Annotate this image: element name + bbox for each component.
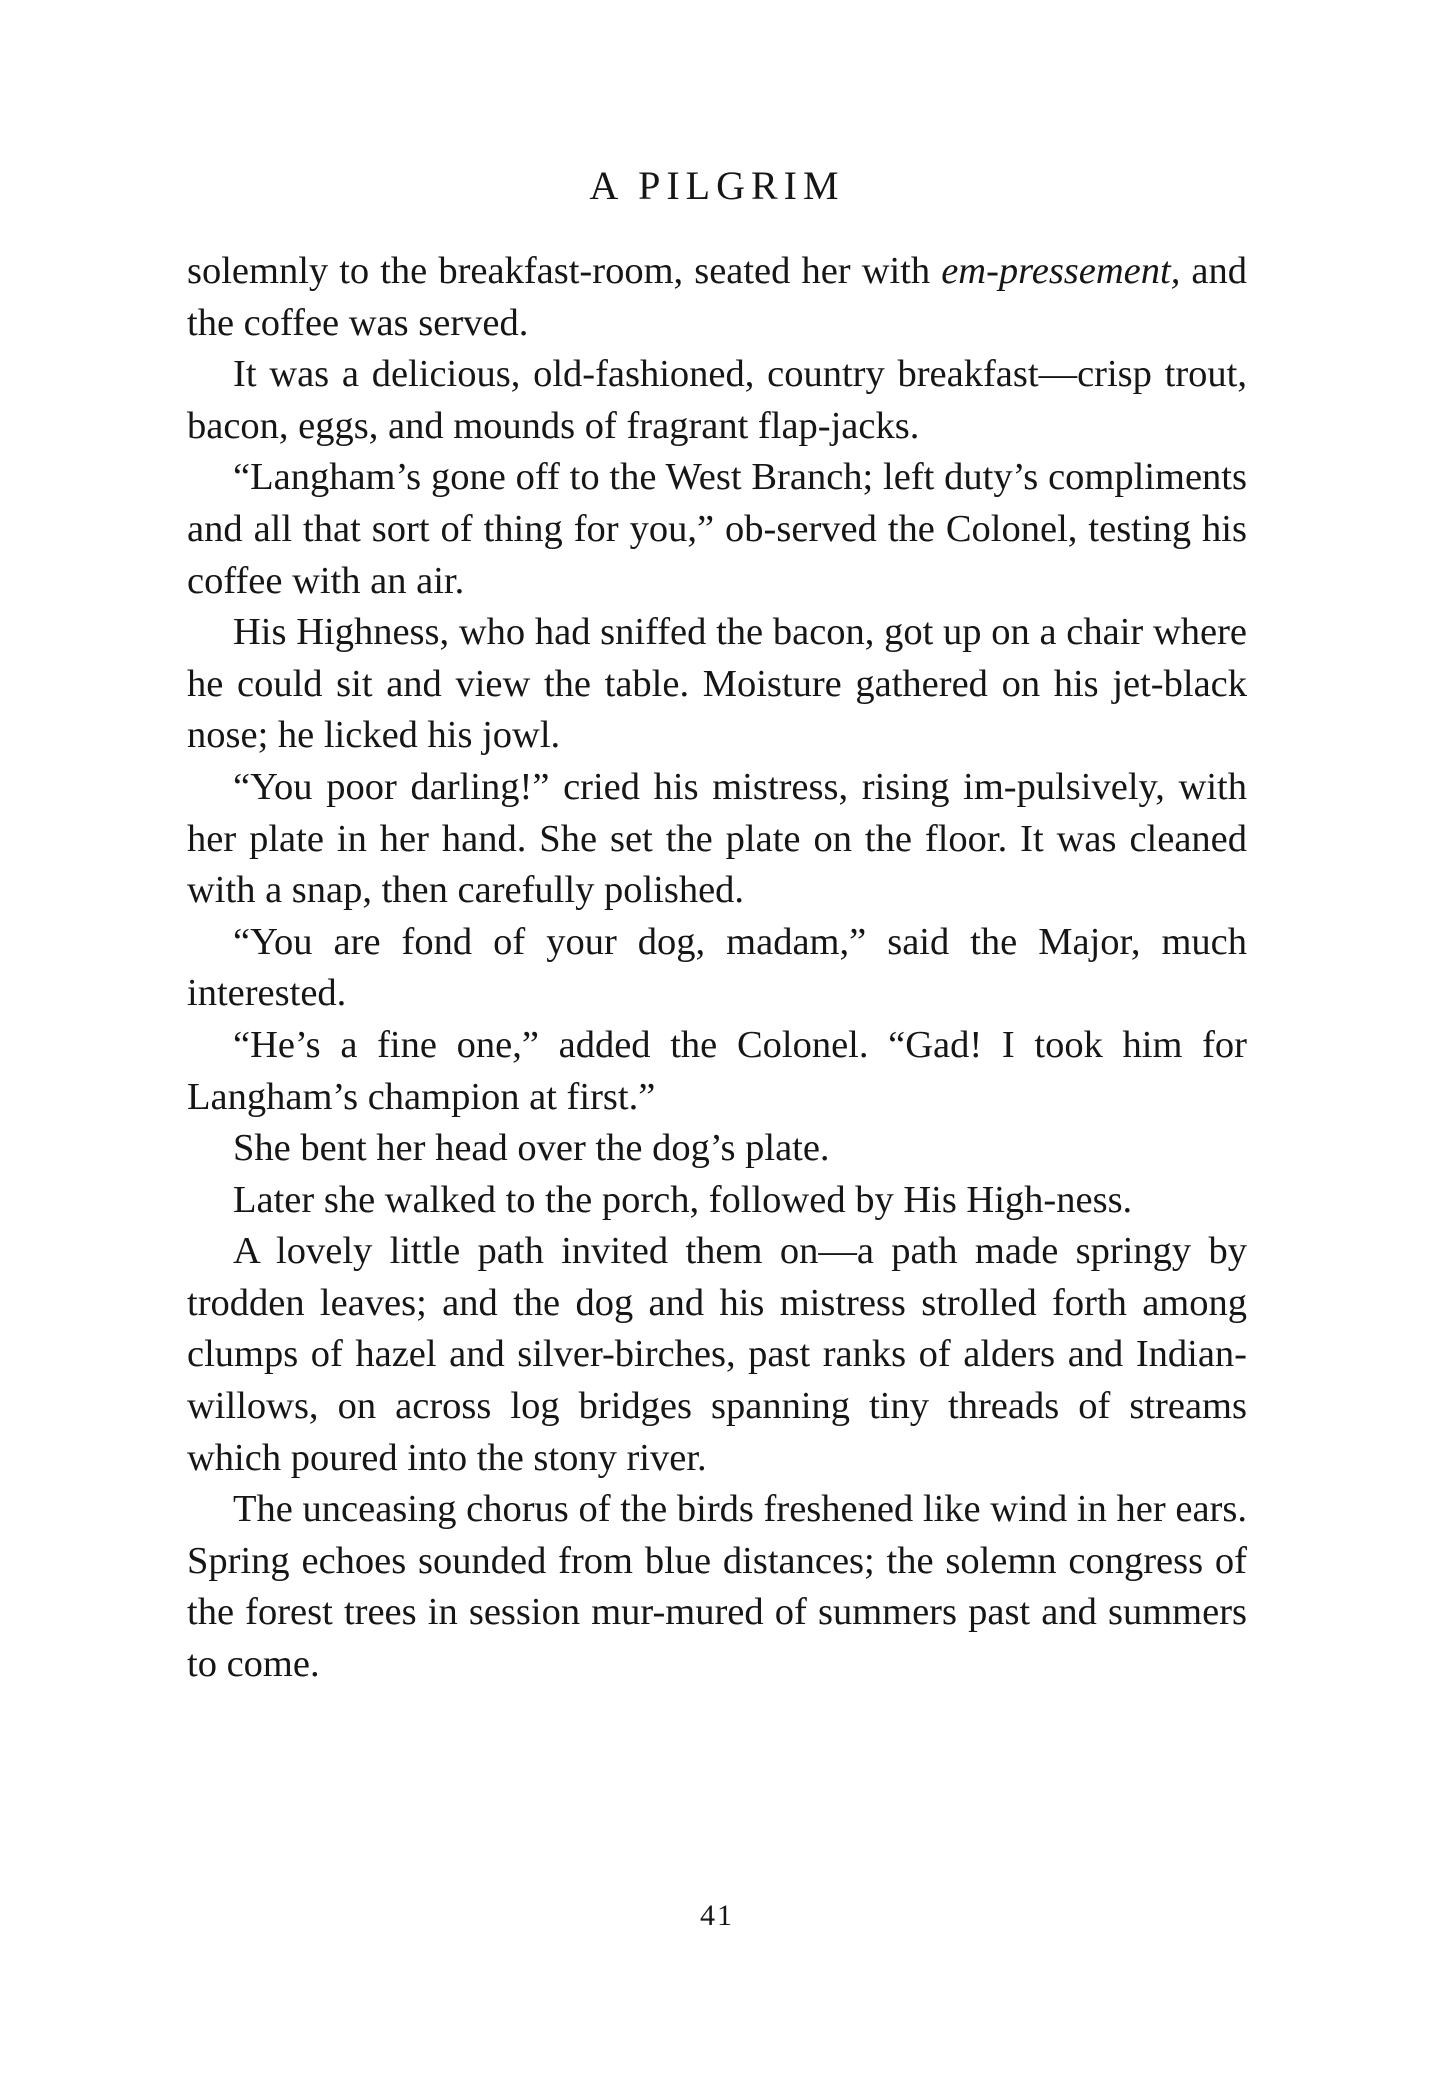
text-segment: and the coffee was served. <box>187 250 1247 344</box>
paragraph <box>187 762 1247 917</box>
text-segment-italic: em-pressement, <box>941 250 1181 292</box>
text-segment: solemnly to the breakfast-room, seated her with <box>187 250 942 292</box>
running-head: A PILGRIM <box>589 163 845 208</box>
text-segment: She bent her head over the dog’s plate. <box>233 1127 830 1170</box>
paragraph <box>187 349 1247 452</box>
text-segment: The unceasing chorus of the birds freshened like wind in her ears. Spring echoes sounded from blue distances; the solemn congress of the forest trees in session mur-mured of summers past and summers to come. <box>187 1488 1247 1686</box>
page-number: 41 <box>700 1899 734 1932</box>
paragraph <box>187 246 1247 349</box>
body-text <box>187 246 1247 1691</box>
paragraph <box>187 1020 1247 1123</box>
text-segment: “Langham’s gone off to the West Branch; left duty’s compliments and all that sort of thing for you,” ob-served the Colonel, testing his coffee with an air. <box>187 456 1247 602</box>
paragraph <box>187 1226 1247 1484</box>
paragraph <box>187 1484 1247 1690</box>
text-segment: “He’s a fine one,” added the Colonel. “Gad! I took him for Langham’s champion at first.” <box>187 1023 1247 1118</box>
text-segment: A lovely little path invited them on—a path made springy by trodden leaves; and the dog and his mistress strolled forth among clumps of hazel and silver-birches, past ranks of alders and Indian-willows, on across log bridges spanning tiny threads of streams which poured into the stony river. <box>187 1230 1247 1479</box>
paragraph <box>187 607 1247 762</box>
paragraph <box>187 917 1247 1020</box>
paragraph <box>187 452 1247 607</box>
text-segment: “You poor darling!” cried his mistress, rising im-pulsively, with her plate in her hand. She set the plate on the floor. It was cleaned with a snap, then carefully polished. <box>187 765 1247 912</box>
text-segment: It was a delicious, old-fashioned, country breakfast—crisp trout, bacon, eggs, and mounds of fragrant flap-jacks. <box>187 353 1247 447</box>
text-segment: Later she walked to the porch, followed by His High-ness. <box>233 1178 1133 1221</box>
text-segment: “You are fond of your dog, madam,” said the Major, much interested. <box>187 920 1247 1015</box>
paragraph <box>187 1123 1247 1175</box>
paragraph <box>187 1175 1247 1227</box>
text-segment: His Highness, who had sniffed the bacon, got up on a chair where he could sit and view the table. Moisture gathered on his jet-black nose; he licked his jowl. <box>187 611 1247 757</box>
